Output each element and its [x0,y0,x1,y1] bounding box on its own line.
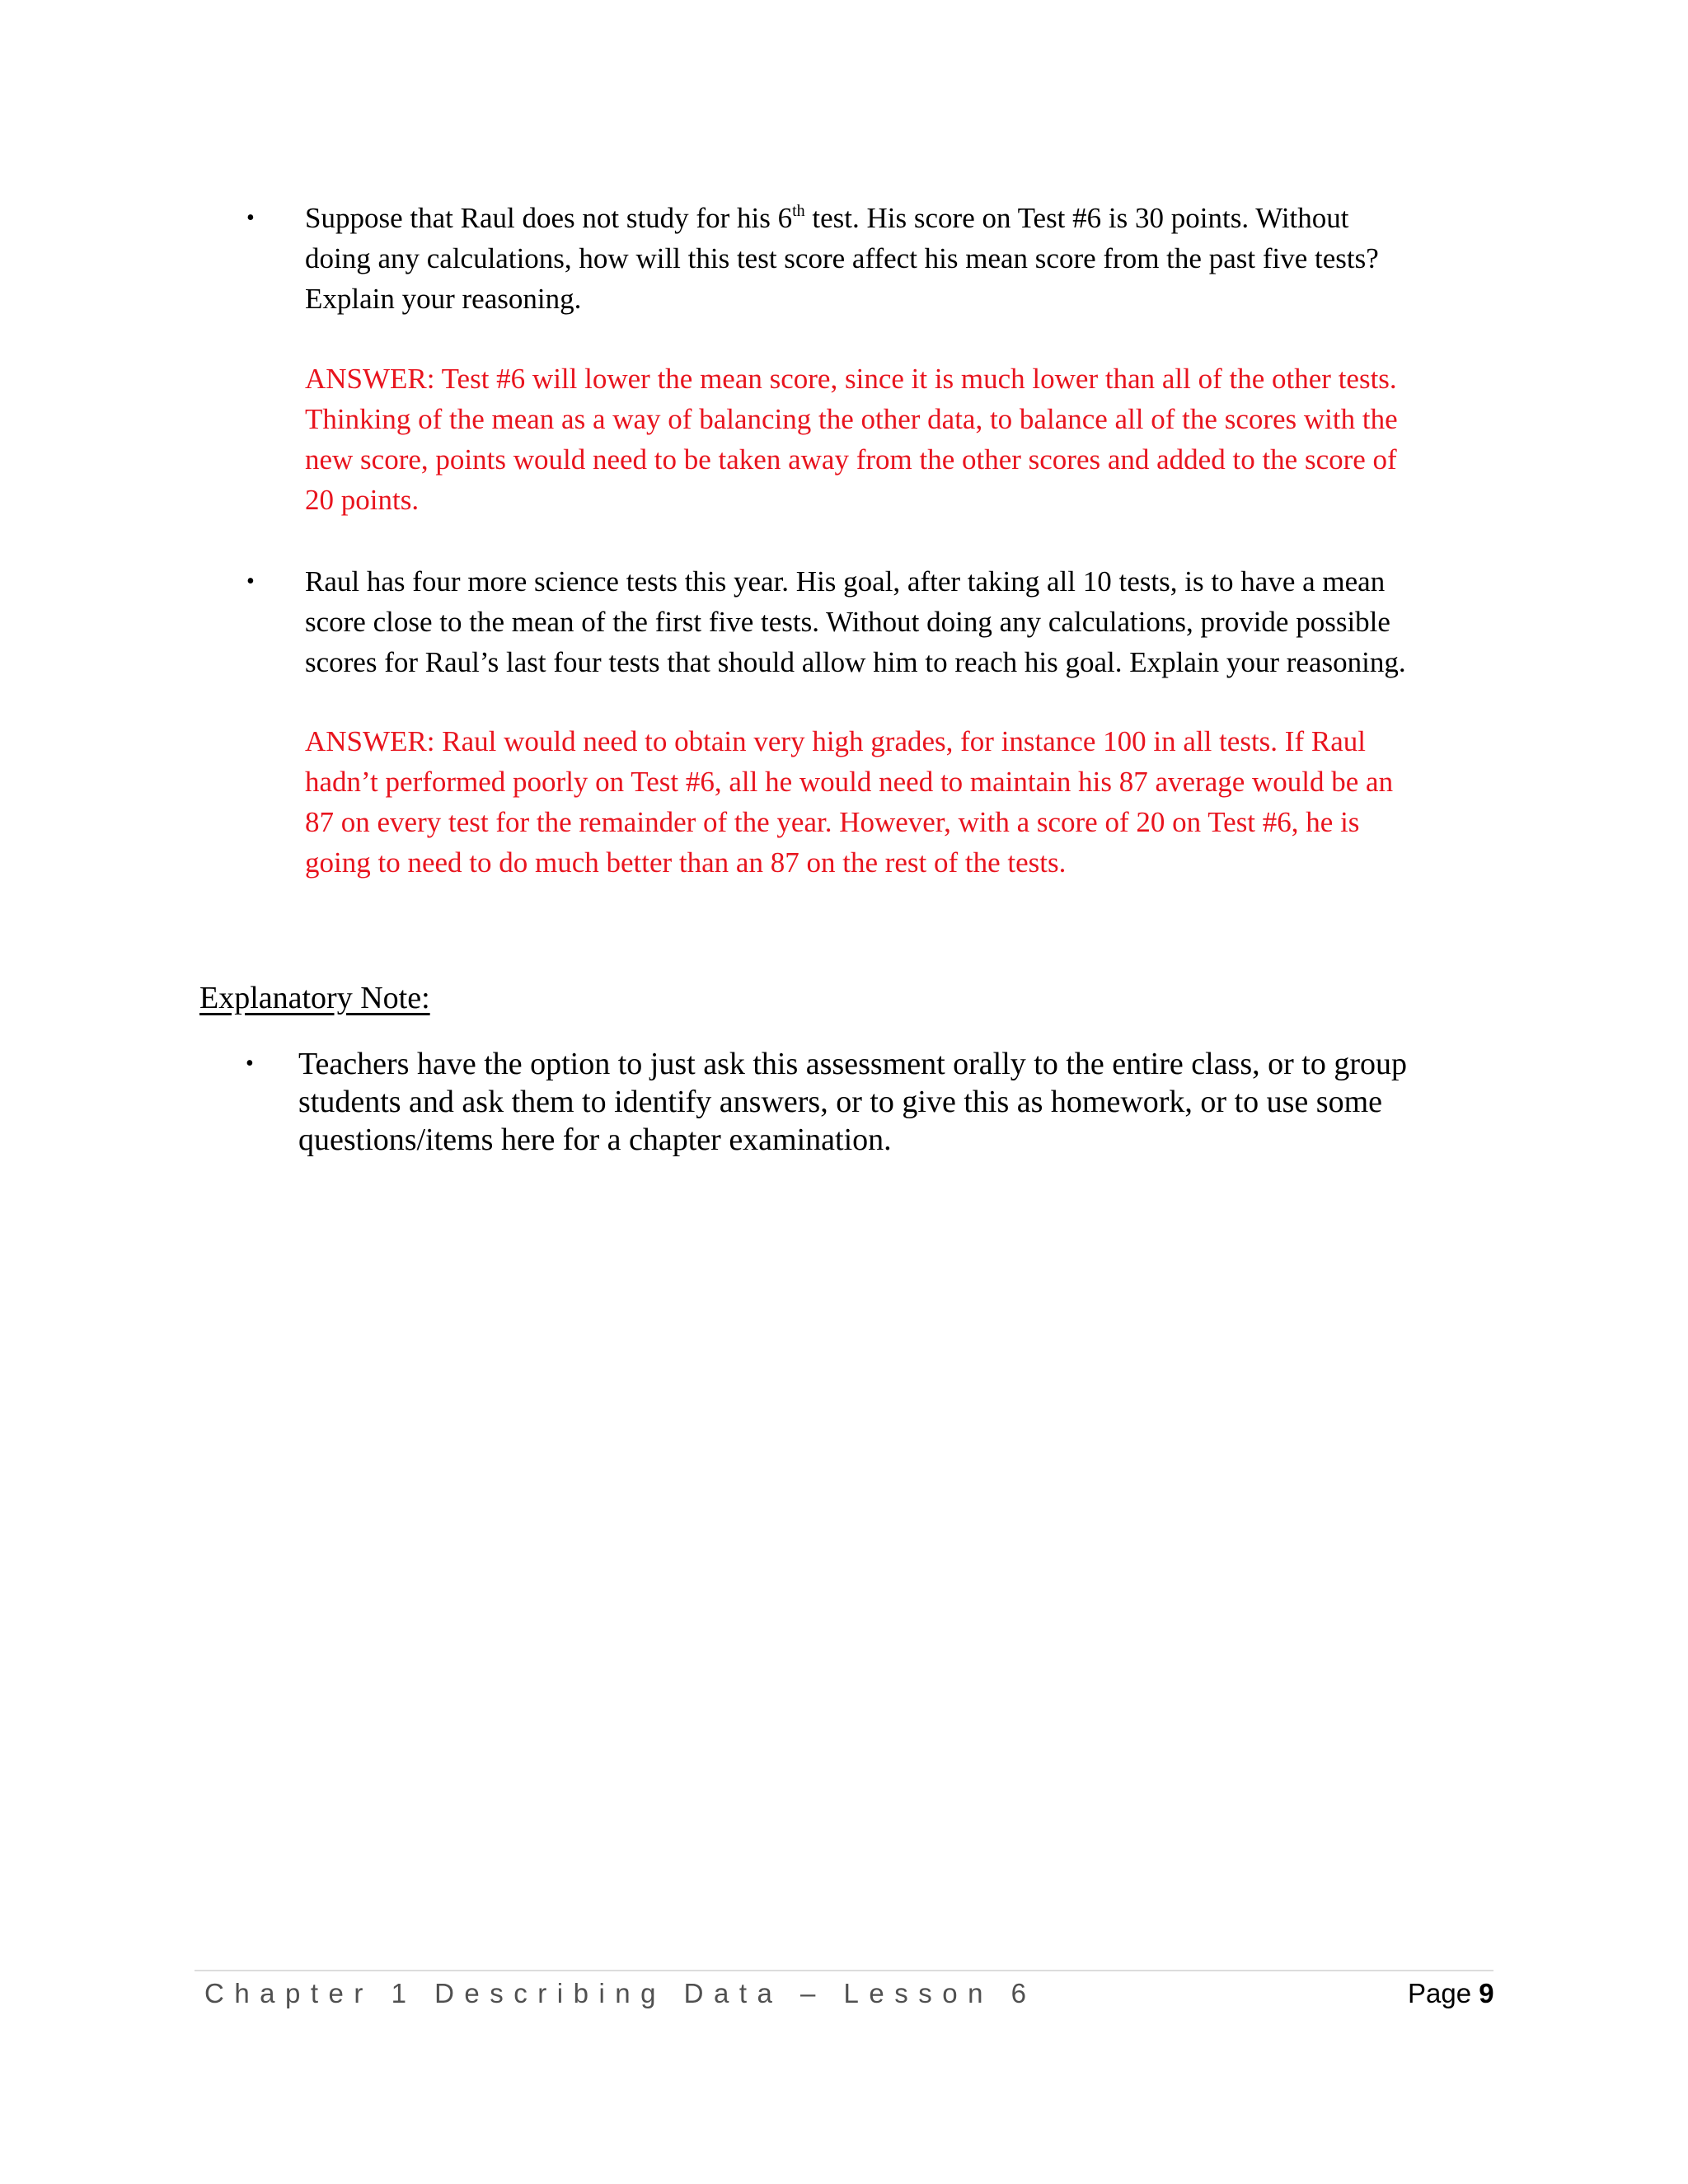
question-line: Raul has four more science tests this year. His goal, after taking all 10 tests, is to have a mean [305,565,1386,598]
question-line: Explain your reasoning. [305,283,582,315]
bullet-icon: • [246,205,255,231]
explanatory-note-heading: Explanatory Note: [199,981,430,1015]
answer-line: new score, points would need to be taken away from the other scores and added to the score of [305,443,1397,476]
answer-text-1 [305,359,1398,520]
answer-line: 87 on every test for the remainder of the year. However, with a score of 20 on Test #6, he is [305,806,1360,838]
answer-text-2 [305,721,1393,883]
question-line: score close to the mean of the first five tests. Without doing any calculations, provide possible [305,606,1390,638]
answer-line: 20 points. [305,484,420,516]
question-text-1 [305,198,1500,319]
page-label: Page [1408,1978,1472,2008]
bullet-icon: • [246,569,255,594]
bullet-icon: • [246,1051,254,1076]
ordinal-superscript: th [792,202,805,220]
footer-divider [195,1970,1493,1971]
answer-line: Thinking of the mean as a way of balancing the other data, to balance all of the scores with the [305,403,1398,435]
question-line: doing any calculations, how will this test score affect his mean score from the past five tests? [305,242,1379,274]
note-line: students and ask them to identify answers, or to give this as homework, or to use some [298,1085,1383,1119]
footer-page-number [1408,1976,1494,2011]
note-line: Teachers have the option to just ask this assessment orally to the entire class, or to group [298,1047,1407,1081]
page-number: 9 [1479,1978,1494,2008]
answer-line: hadn’t performed poorly on Test #6, all he would need to maintain his 87 average would be an [305,766,1394,798]
footer-chapter-title: Chapter 1 Describing Data – Lesson 6 [204,1978,1037,2008]
note-line: questions/items here for a chapter examination. [298,1122,892,1157]
question-line: scores for Raul’s last four tests that should allow him to reach his goal. Explain your reasoning. [305,646,1406,678]
question-text-2 [305,561,1500,682]
answer-line: ANSWER: Test #6 will lower the mean score, since it is much lower than all of the other tests. [305,363,1397,395]
note-text [298,1045,1407,1159]
question-line: Suppose that Raul does not study for his 6th test. His score on Test #6 is 30 points. Without [305,202,1349,234]
answer-line: going to need to do much better than an 87 on the rest of the tests. [305,846,1067,879]
answer-line: ANSWER: Raul would need to obtain very high grades, for instance 100 in all tests. If Raul [305,725,1366,757]
